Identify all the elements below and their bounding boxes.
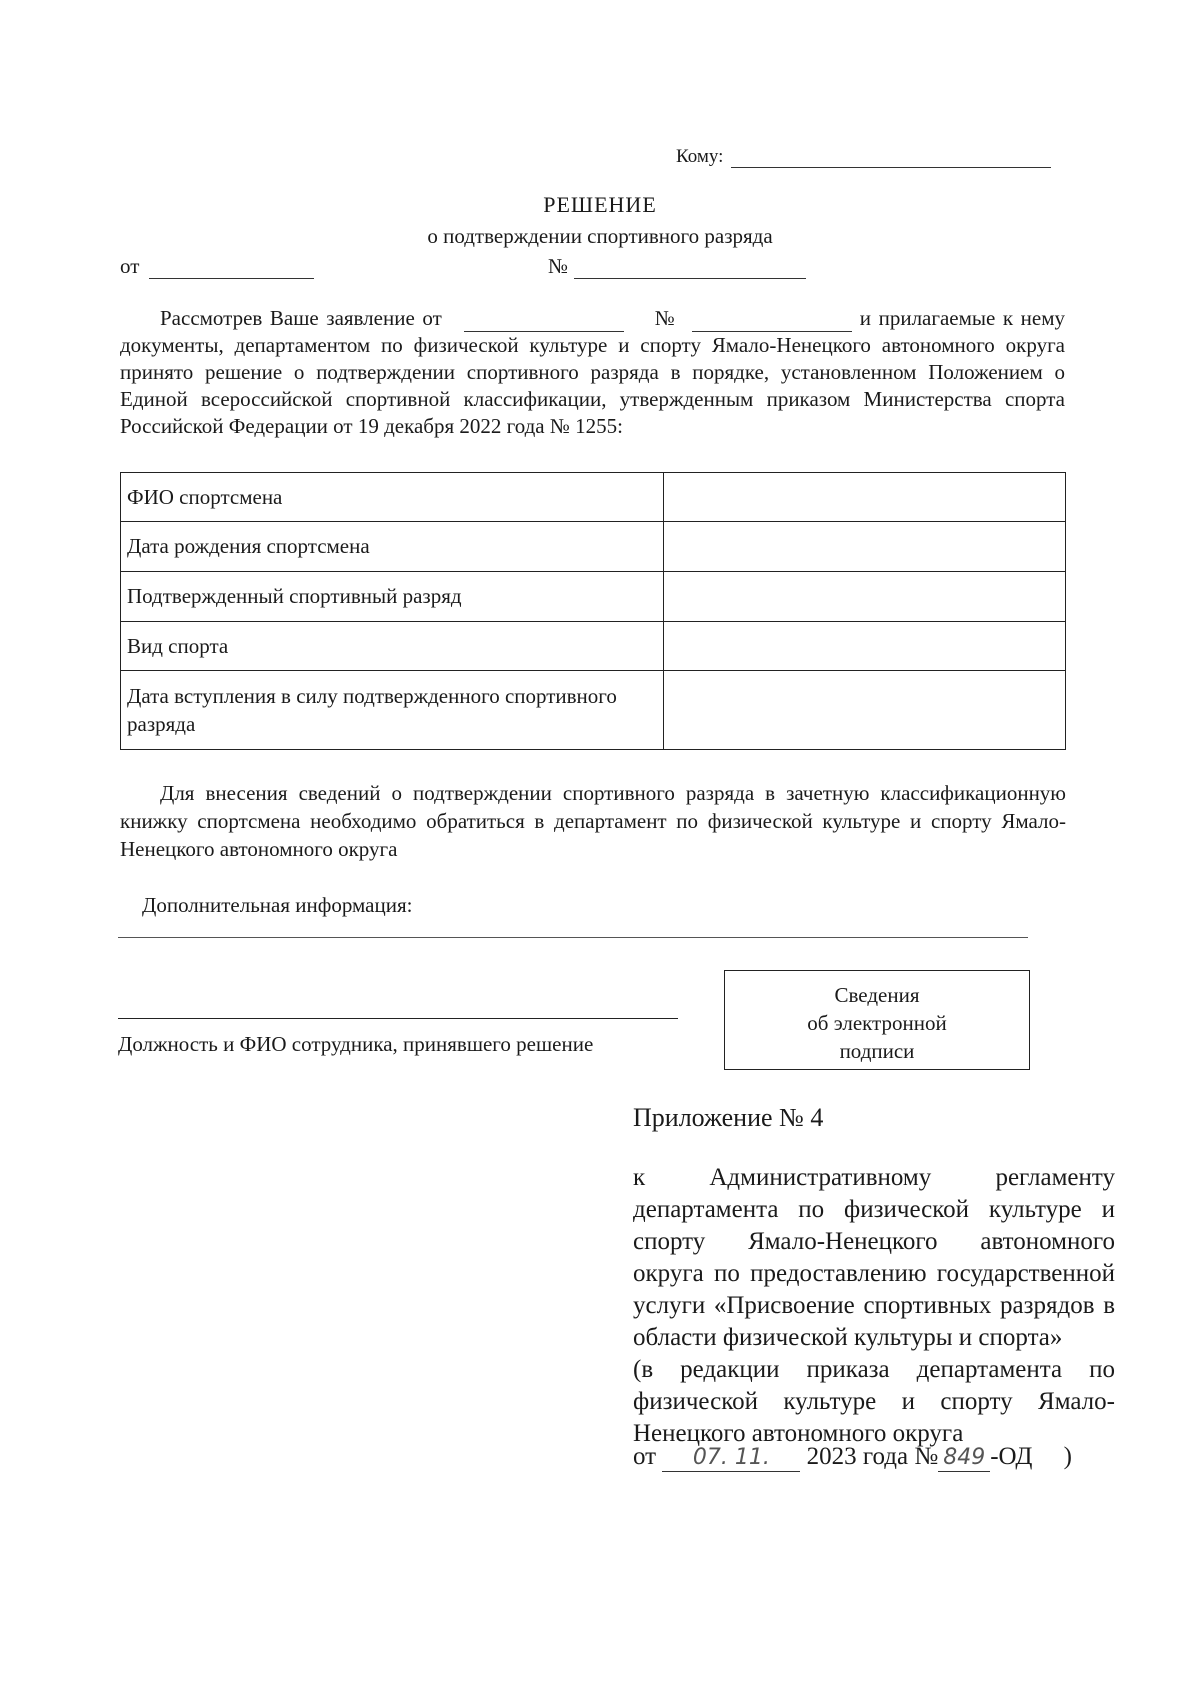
signature-caption: Должность и ФИО сотрудника, принявшего решение [118, 1032, 594, 1056]
row-label: Вид спорта [121, 622, 664, 671]
appendix-edition: (в редакции приказа департамента по физической культуре и спорту Ямало-Ненецкого автономного округа [633, 1356, 1115, 1447]
esig-line: об электронной [807, 1011, 947, 1035]
application-number-blank [692, 313, 852, 332]
appendix-date-line [633, 1443, 1072, 1472]
appendix-closing-paren: ) [1063, 1443, 1072, 1470]
handwritten-number: 849 [938, 1443, 990, 1472]
row-label: Дата вступления в силу подтвержденного спортивного разряда [121, 671, 664, 750]
row-label: Дата рождения спортсмена [121, 522, 664, 572]
row-value [664, 572, 1066, 622]
additional-info-label: Дополнительная информация: [142, 893, 413, 917]
row-label: ФИО спортсмена [121, 473, 664, 522]
document-title: РЕШЕНИЕ [543, 192, 657, 217]
esig-line: Сведения [834, 983, 920, 1007]
handwritten-date: 07. 11. [662, 1443, 800, 1472]
appendix-suffix: -ОД [990, 1443, 1033, 1470]
intro-part2: и прилагаемые к нему документы, департаментом по физической культуре и спорту Ямало-Ненецкого автономного округа принято решение о подтверждении спортивного разряда в порядке, установленном Положением о Единой всероссийской спортивной классификации, утвержденным приказом Министерства спорта Российской Федерации от 19 декабря 2022 года № 1255: [120, 306, 1066, 438]
esig-line: подписи [839, 1039, 915, 1063]
application-date-blank [464, 313, 624, 332]
recipient-line [676, 146, 1051, 168]
appendix-text [633, 1162, 1115, 1450]
table-row [121, 671, 1066, 750]
row-label: Подтвержденный спортивный разряд [121, 572, 664, 622]
table-row [121, 622, 1066, 671]
table-row [121, 572, 1066, 622]
row-value [664, 671, 1066, 750]
table-row [121, 522, 1066, 572]
appendix-title: Приложение № 4 [633, 1103, 824, 1132]
table-row [121, 473, 1066, 522]
decision-from-label: от [120, 254, 140, 278]
document-subtitle: о подтверждении спортивного разряда [427, 224, 773, 248]
appendix-body: к Административному регламенту департамента по физической культуре и спорту Ямало-Ненецкого автономного округа по предоставлению государственной услуги «Присвоение спортивных разрядов в области физической культуры и спорта» [633, 1164, 1115, 1351]
athlete-info-table [120, 472, 1066, 750]
appendix-year-text: 2023 года № [806, 1443, 939, 1470]
row-value [664, 522, 1066, 572]
decision-date-blank [149, 258, 314, 279]
recipient-blank [731, 149, 1051, 168]
row-value [664, 622, 1066, 671]
decision-number-label: № [548, 254, 569, 278]
signature-blank [118, 1018, 678, 1019]
appendix-from-label: от [633, 1443, 657, 1470]
additional-info-blank [118, 937, 1028, 938]
decision-number-line [548, 254, 806, 279]
intro-paragraph [120, 305, 1065, 440]
row-value [664, 473, 1066, 522]
recipient-label: Кому: [676, 146, 724, 167]
instructions-text: Для внесения сведений о подтверждении спортивного разряда в зачетную классификационную книжку спортсмена необходимо обратиться в департамент по физической культуре и спорту Ямало-Ненецкого автономного округа [120, 781, 1066, 861]
intro-number-sign: № [654, 306, 678, 330]
decision-number-blank [574, 258, 806, 279]
intro-part1: Рассмотрев Ваше заявление от [160, 306, 442, 330]
instructions-paragraph [120, 779, 1066, 863]
electronic-signature-box [724, 970, 1030, 1070]
